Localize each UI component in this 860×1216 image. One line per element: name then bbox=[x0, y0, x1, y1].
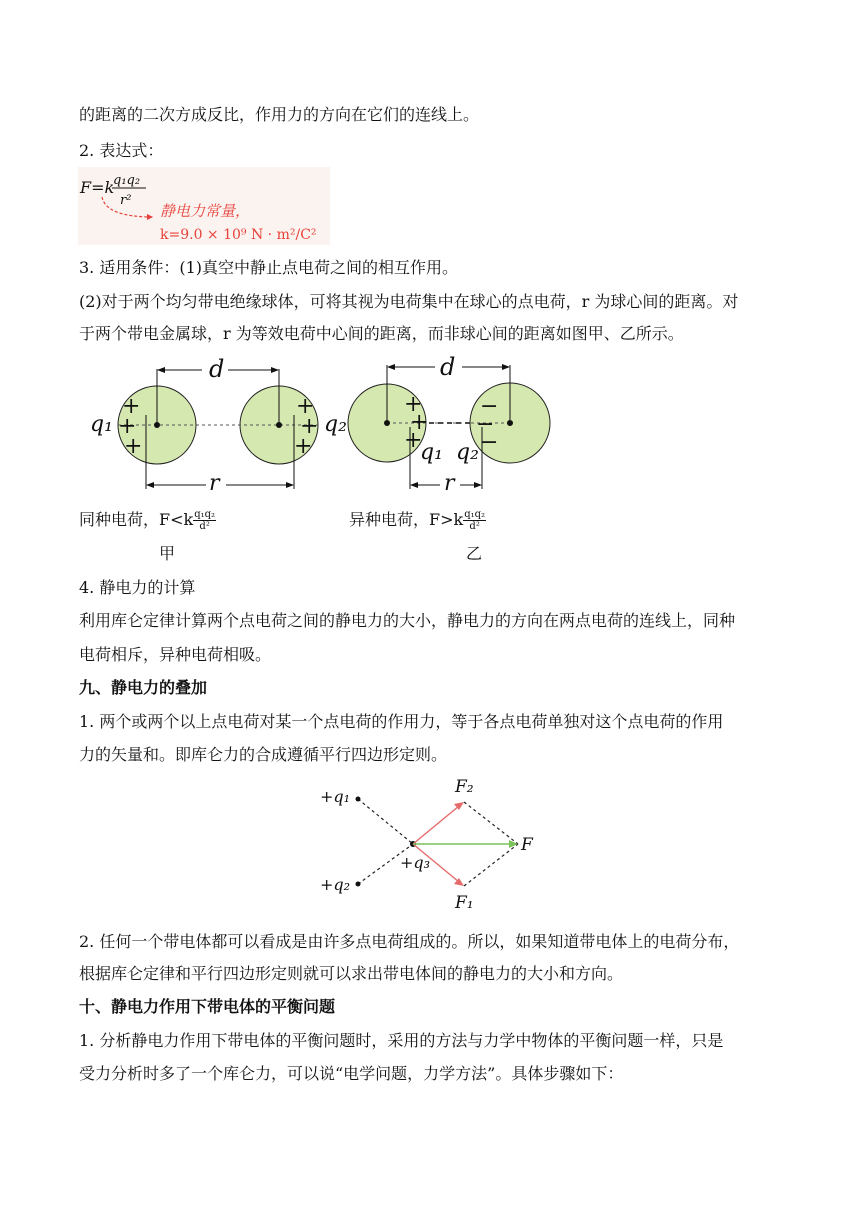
caption-fraction: $\frac{\text{q₁q₂}}{\text{d²}}$ bbox=[194, 509, 216, 532]
svg-text:+: + bbox=[294, 434, 313, 459]
figure-yi bbox=[340, 355, 560, 495]
charge-q2-label: +q₂ bbox=[320, 875, 351, 894]
label-jia: 甲 bbox=[159, 544, 176, 563]
svg-text:+: + bbox=[404, 428, 423, 453]
formula-numerator: q₁q₂ bbox=[113, 173, 141, 188]
caption-jia bbox=[79, 508, 216, 532]
force-f2-arrow bbox=[413, 806, 459, 844]
paragraph: 2. 任何一个带电体都可以看成是由许多点电荷组成的。所以，如果知道带电体上的电荷分布， bbox=[79, 932, 740, 951]
paragraph: 1. 两个或两个以上点电荷对某一个点电荷的作用力，等于各点电荷单独对这个点电荷的作用 bbox=[79, 712, 724, 731]
caption-fraction: $\frac{\text{q₁q₂}}{\text{d²}}$ bbox=[464, 509, 486, 532]
distance-r-label: r bbox=[444, 471, 455, 496]
annotation-label: 静电力常量， bbox=[160, 202, 251, 220]
paragraph: 于两个带电金属球，r 为等效电荷中心间的距离，而非球心间的距离如图甲、乙所示。 bbox=[79, 324, 684, 343]
force-f2-label: F₂ bbox=[455, 777, 474, 797]
svg-text:+: + bbox=[124, 434, 143, 459]
force-superposition-diagram bbox=[318, 772, 548, 922]
section-heading: 十、静电力作用下带电体的平衡问题 bbox=[79, 997, 336, 1016]
caption-yi bbox=[349, 508, 486, 532]
distance-d-label: d bbox=[440, 353, 456, 381]
paragraph: 2. 表达式： bbox=[79, 141, 164, 160]
distance-d-label: d bbox=[209, 355, 225, 383]
svg-text:+: + bbox=[118, 414, 137, 439]
paragraph: 根据库仑定律和平行四边形定则就可以求出带电体间的静电力的大小和方向。 bbox=[79, 964, 624, 983]
resultant-force-label: F bbox=[521, 835, 533, 855]
svg-text:−: − bbox=[476, 412, 495, 437]
label-yi: 乙 bbox=[466, 544, 483, 563]
paragraph: 力的矢量和。即库仑力的合成遵循平行四边形定则。 bbox=[79, 745, 448, 764]
coulomb-formula bbox=[78, 167, 330, 245]
paragraph: 3. 适用条件：(1)真空中静止点电荷之间的相互作用。 bbox=[79, 258, 459, 277]
svg-text:+: + bbox=[296, 394, 315, 419]
figure-jia bbox=[88, 355, 347, 496]
svg-text:+: + bbox=[122, 394, 141, 419]
charge-q1-label: q₁ bbox=[90, 412, 113, 437]
charge-q2-label: q₂ bbox=[324, 412, 347, 437]
force-f1-label: F₁ bbox=[455, 893, 474, 913]
section-heading: 九、静电力的叠加 bbox=[79, 678, 208, 697]
svg-text:+: + bbox=[300, 414, 319, 439]
charge-q2-label: q₂ bbox=[456, 440, 479, 465]
paragraph: 受力分析时多了一个库仑力，可以说“电学问题，力学方法”。具体步骤如下： bbox=[79, 1064, 624, 1083]
paragraph: 的距离的二次方成反比，作用力的方向在它们的连线上。 bbox=[79, 105, 480, 124]
formula-lhs: F=k bbox=[80, 178, 115, 197]
caption-text: 异种电荷，F>k bbox=[349, 510, 464, 529]
paragraph: 利用库仑定律计算两个点电荷之间的静电力的大小，静电力的方向在两点电荷的连线上，同种 bbox=[79, 611, 736, 630]
svg-text:−: − bbox=[480, 394, 499, 419]
caption-text: 同种电荷，F<k bbox=[79, 510, 194, 529]
paragraph: 4. 静电力的计算 bbox=[79, 578, 196, 597]
svg-text:−: − bbox=[480, 430, 499, 455]
distance-r-label: r bbox=[209, 471, 220, 496]
paragraph: 电荷相斥，异种电荷相吸。 bbox=[79, 645, 272, 664]
svg-text:+: + bbox=[410, 410, 429, 435]
annotation-constant: k=9.0 × 10⁹ N · m²/C² bbox=[160, 227, 317, 243]
paragraph: 1. 分析静电力作用下带电体的平衡问题时，采用的方法与力学中物体的平衡问题一样，只是 bbox=[79, 1031, 724, 1050]
charge-q3-label: +q₃ bbox=[400, 853, 431, 872]
paragraph: (2)对于两个均匀带电绝缘球体，可将其视为电荷集中在球心的点电荷，r 为球心间的距离。对 bbox=[79, 292, 739, 311]
formula-denominator: r² bbox=[120, 193, 132, 208]
charge-q1-label: q₁ bbox=[420, 440, 443, 465]
svg-text:+: + bbox=[404, 392, 423, 417]
charge-q1-label: +q₁ bbox=[320, 787, 351, 806]
